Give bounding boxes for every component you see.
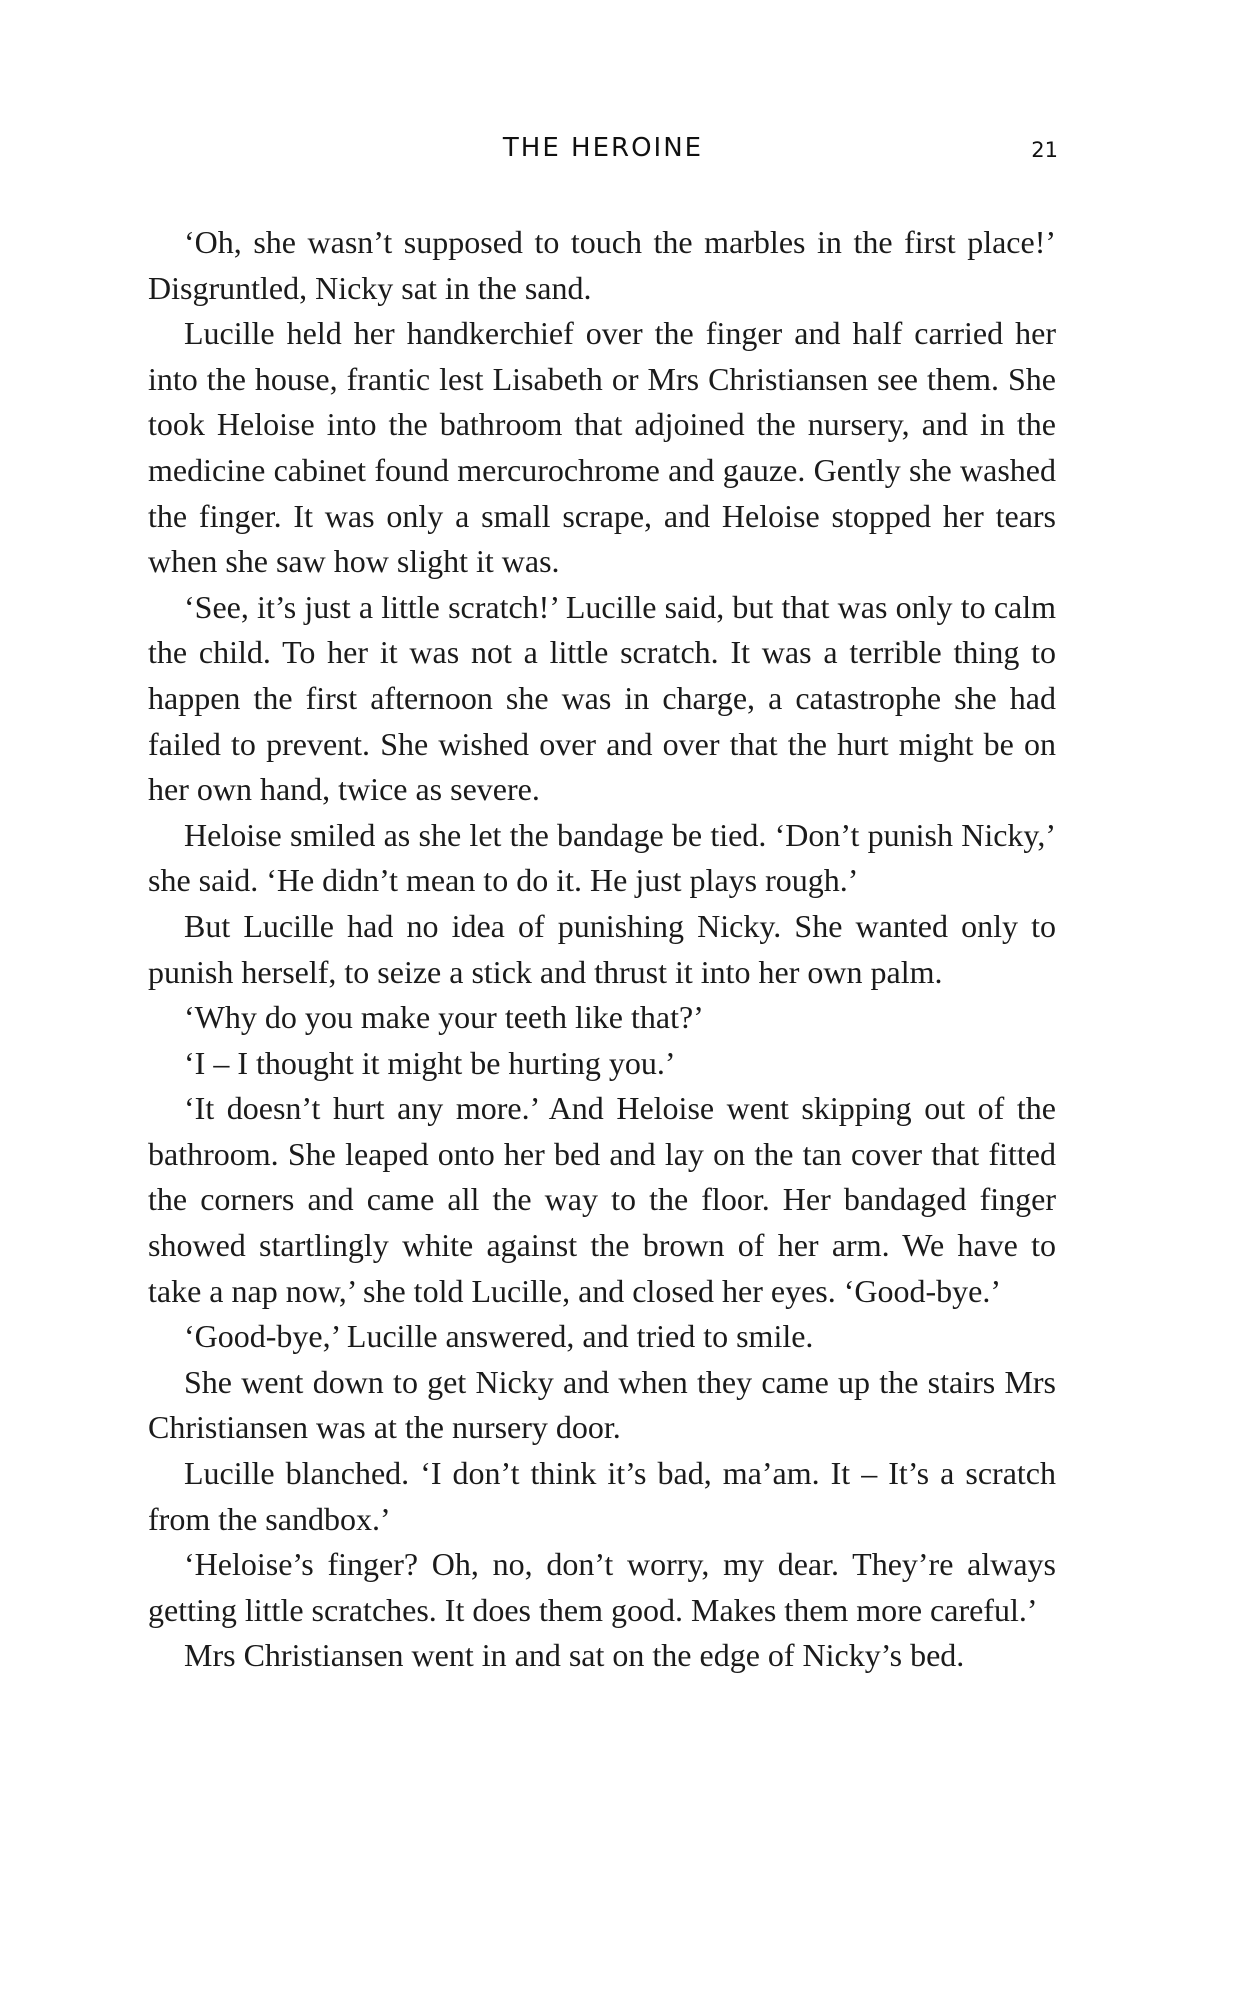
paragraph: ‘Oh, she wasn’t supposed to touch the marbles in the first place!’ Disgruntled, Nicky sat in the sand. xyxy=(148,224,1056,306)
paragraph: Lucille blanched. ‘I don’t think it’s bad, ma’am. It – It’s a scratch from the sandbox.’ xyxy=(148,1455,1056,1537)
book-title: THE HEROINE xyxy=(502,133,704,163)
paragraph: She went down to get Nicky and when they came up the stairs Mrs Christiansen was at the nursery door. xyxy=(148,1363,1056,1446)
paragraph: But Lucille had no idea of punishing Nicky. She wanted only to punish herself, to seize a stick and thrust it into her own palm. xyxy=(148,907,1056,990)
paragraph: ‘It doesn’t hurt any more.’ And Heloise went skipping out of the bathroom. She leaped onto her bed and lay on the tan cover that fitted the corners and came all the way to the floor. Her bandaged finger showed startlingly white against the brown of her arm. We have to take a nap now,’ she told Lucille, and closed her eyes. ‘Good-bye.’ xyxy=(148,1090,1056,1309)
page-number: 21 xyxy=(1031,138,1058,162)
paragraph: Mrs Christiansen went in and sat on the edge of Nicky’s bed. xyxy=(184,1637,965,1674)
body-text xyxy=(148,220,1056,1679)
paragraph: Heloise smiled as she let the bandage be tied. ‘Don’t punish Nicky,’ she said. ‘He didn’t mean to do it. He just plays rough.’ xyxy=(148,816,1056,899)
paragraph: ‘Heloise’s finger? Oh, no, don’t worry, my dear. They’re always getting little scratches. It does them good. Makes them more careful.’ xyxy=(148,1546,1056,1628)
paragraph: ‘See, it’s just a little scratch!’ Lucille said, but that was only to calm the child. To her it was not a little scratch. It was a terrible thing to happen the first afternoon she was in charge, a catastrophe she had failed to prevent. She wished over and over that the hurt might be on her own hand, twice as severe. xyxy=(148,588,1056,808)
paragraph: ‘I – I thought it might be hurting you.’ xyxy=(184,1044,676,1081)
paragraph: ‘Good-bye,’ Lucille answered, and tried to smile. xyxy=(184,1318,814,1355)
paragraph: ‘Why do you make your teeth like that?’ xyxy=(184,999,704,1036)
paragraph: Lucille held her handkerchief over the finger and half carried her into the house, frantic lest Lisabeth or Mrs Christiansen see them. She took Heloise into the bathroom that adjoined the nursery, and in the medicine cabinet found mercurochrome and gauze. Gently she washed the finger. It was only a small scrape, and Heloise stopped her tears when she saw how slight it was. xyxy=(148,315,1056,580)
running-header xyxy=(148,126,1058,176)
